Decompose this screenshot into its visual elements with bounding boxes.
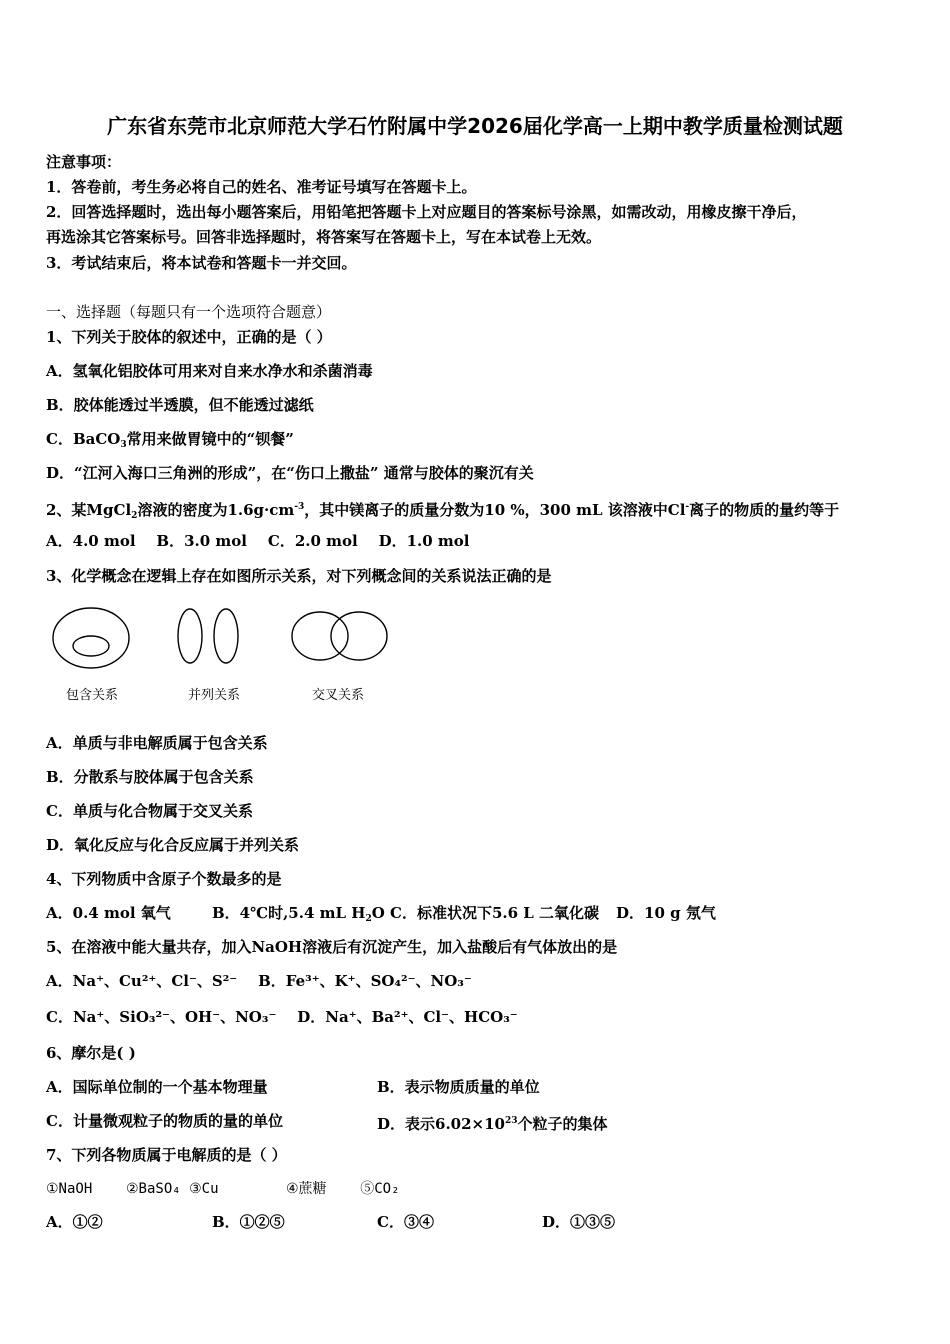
- q6-option-b: B．表示物质质量的单位: [377, 1078, 540, 1096]
- q4-option-bc: [212, 903, 599, 929]
- notice-item-2: 2．回答选择题时，选出每小题答案后，用铅笔把答题卡上对应题目的答案标号涂黑，如需改动，用橡皮擦干净后，: [46, 203, 807, 221]
- q7-stem: 7、下列各物质属于电解质的是（ ）: [46, 1146, 287, 1164]
- q2-s1: 2、某MgCl: [46, 501, 132, 519]
- page-title: 广东省东莞市北京师范大学石竹附属中学2026届化学高一上期中教学质量检测试题: [107, 114, 843, 138]
- q6-d-post: 个粒子的集体: [517, 1115, 608, 1133]
- q7-option-b: B．①②⑤: [212, 1213, 285, 1231]
- q1-c-post: 常用来做胃镜中的“钡餐”: [126, 430, 294, 448]
- q7-option-a: A．①②: [46, 1213, 103, 1231]
- notice-heading: 注意事项：: [46, 153, 122, 171]
- q1-stem: 1、下列关于胶体的叙述中，正确的是（ ）: [46, 328, 332, 346]
- q2-s2-sup: -3: [294, 502, 305, 512]
- q2-s4: 离子的物质的量约等于: [689, 501, 840, 519]
- q1-c-pre: C．BaCO: [46, 430, 121, 448]
- q2-s3: ，其中镁离子的质量分数为10 %，300 mL 该溶液中Cl: [304, 501, 686, 519]
- q6-option-c: C．计量微观粒子的物质的量的单位: [46, 1112, 283, 1130]
- section-heading: 一、选择题（每题只有一个选项符合题意）: [46, 303, 332, 321]
- q4-b-pre: B．4℃时,5.4 mL H: [212, 904, 366, 922]
- parallel-left-ellipse: [178, 609, 202, 663]
- q1-option-b: B．胶体能透过半透膜，但不能透过滤纸: [46, 396, 314, 414]
- q1-option-a: A．氢氧化铝胶体可用来对自来水净水和杀菌消毒: [46, 362, 373, 380]
- q2-s3-sup: -: [685, 502, 690, 512]
- q4-options: [46, 903, 906, 923]
- q6-option-d: [377, 1111, 608, 1134]
- q2-options: A．4.0 mol B．3.0 mol C．2.0 mol D．1.0 mol: [46, 532, 470, 550]
- q7-option-c: C．③④: [377, 1213, 434, 1231]
- notice-item-1: 1．答卷前，考生务必将自己的姓名、准考证号填写在答题卡上。: [46, 178, 477, 196]
- q3-option-d: D．氧化反应与化合反应属于并列关系: [46, 836, 300, 854]
- parallel-right-ellipse: [214, 609, 238, 663]
- contain-outer-ellipse: [53, 608, 129, 668]
- q2-s2: 溶液的密度为1.6g·cm: [137, 501, 295, 519]
- q4-option-d: D．10 g 氖气: [616, 904, 716, 922]
- notice-item-2-cont: 再选涂其它答案标号。回答非选择题时，将答案写在答题卡上，写在本试卷上无效。: [46, 228, 602, 246]
- q3-option-b: B．分散系与胶体属于包含关系: [46, 768, 254, 786]
- notice-item-3: 3．考试结束后，将本试卷和答题卡一并交回。: [46, 254, 357, 272]
- q3-option-a: A．单质与非电解质属于包含关系: [46, 734, 268, 752]
- q4-b-post: O C．标准状况下5.6 L 二氧化碳: [371, 904, 600, 922]
- q6-d-sup: 23: [504, 1116, 518, 1126]
- q4-stem: 4、下列物质中含原子个数最多的是: [46, 870, 282, 888]
- q6-option-a: A．国际单位制的一个基本物理量: [46, 1078, 268, 1096]
- q1-option-c: [46, 429, 294, 455]
- q3-stem: 3、化学概念在逻辑上存在如图所示关系，对下列概念间的关系说法正确的是: [46, 567, 552, 585]
- fig-label-contain: 包含关系: [66, 688, 119, 703]
- q1-c-sub: 3: [120, 440, 127, 450]
- q2-s1-sub: 2: [131, 511, 138, 521]
- q6-stem: 6、摩尔是( ): [46, 1044, 136, 1062]
- q5-options-ab: A．Na⁺、Cu²⁺、Cl⁻、S²⁻ B．Fe³⁺、K⁺、SO₄²⁻、NO₃⁻: [46, 972, 472, 990]
- q5-stem: 5、在溶液中能大量共存，加入NaOH溶液后有沉淀产生，加入盐酸后有气体放出的是: [46, 938, 618, 956]
- cross-right-ellipse: [331, 612, 387, 660]
- q7-options: [46, 1212, 906, 1232]
- q4-option-a: A．0.4 mol 氧气: [46, 904, 171, 922]
- fig-label-parallel: 并列关系: [188, 688, 241, 703]
- q7-option-d: D．①③⑤: [542, 1213, 616, 1231]
- q1-option-d: D．“江河入海口三角洲的形成”，在“伤口上撒盐” 通常与胶体的聚沉有关: [46, 464, 534, 482]
- fig-label-cross: 交叉关系: [312, 688, 365, 703]
- q6-row-2: [46, 1111, 906, 1131]
- q4-b-sub: 2: [365, 914, 372, 924]
- contain-inner-ellipse: [73, 636, 109, 656]
- q3-option-c: C．单质与化合物属于交叉关系: [46, 802, 253, 820]
- q2-stem: [46, 497, 839, 526]
- q6-row-1: [46, 1077, 906, 1097]
- q5-options-cd: C．Na⁺、SiO₃²⁻、OH⁻、NO₃⁻ D．Na⁺、Ba²⁺、Cl⁻、HCO₃⁻: [46, 1008, 518, 1026]
- q7-items: ①NaOH ②BaSO₄ ③Cu ④蔗糖 ⑤CO₂: [46, 1181, 400, 1197]
- q6-d-pre: D．表示6.02×10: [377, 1115, 505, 1133]
